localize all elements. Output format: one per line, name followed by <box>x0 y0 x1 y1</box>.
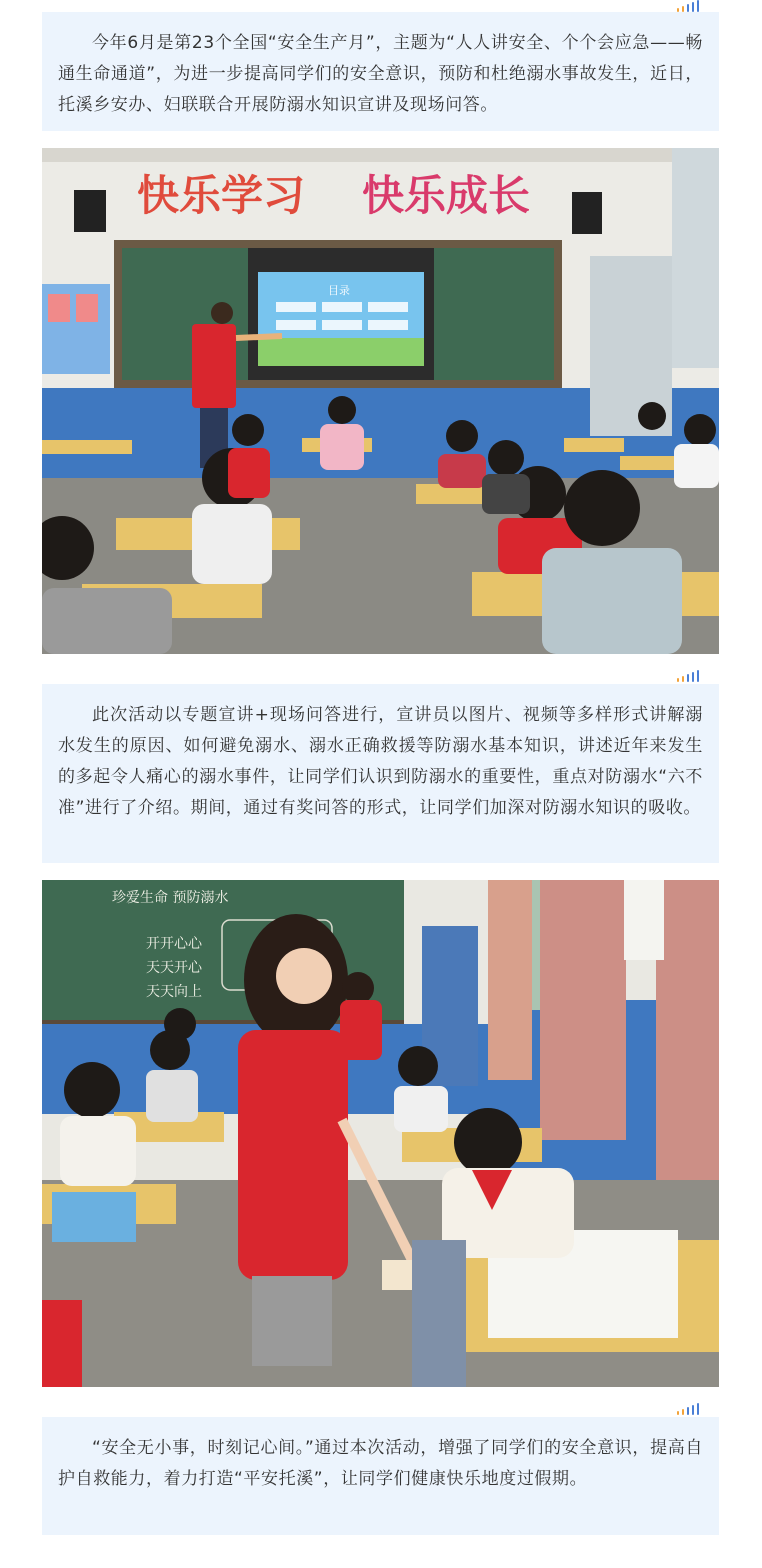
board-line-1-text: 开开心心 <box>146 936 202 952</box>
activity-paragraph: 此次活动以专题宣讲+现场问答进行，宣讲员以图片、视频等多样形式讲解溺水发生的原因、如何避免溺水、溺水正确救援等防溺水基本知识，讲述近年来发生的多起令人痛心的溺水事件，让同学们认识到防溺水的重要性，重点对防溺水“六不准”进行了介绍。期间，通过有奖问答的形式，让同学们加深对防溺水知识的吸收。 <box>58 705 703 818</box>
intro-paragraph-card <box>42 12 719 131</box>
board-line-2-text: 天天开心 <box>146 960 202 976</box>
screen-title-text: 目录 <box>328 284 350 297</box>
prize-quiz-photo <box>42 880 719 1387</box>
closing-paragraph-card <box>42 1417 719 1535</box>
closing-paragraph: “安全无小事，时刻记心间。”通过本次活动，增强了同学们的安全意识，提高自护自救能力，着力打造“平安托溪”，让同学们健康快乐地度过假期。 <box>58 1438 703 1489</box>
signal-bars-icon <box>677 670 707 682</box>
signal-bars-icon <box>677 0 707 12</box>
board-title-text: 珍爱生命 预防溺水 <box>112 890 229 906</box>
signal-bars-icon <box>677 1403 707 1415</box>
activity-paragraph-card <box>42 684 719 863</box>
board-line-3-text: 天天向上 <box>146 984 202 1000</box>
intro-paragraph: 今年6月是第23个全国“安全生产月”，主题为“人人讲安全、个个会应急——畅通生命通道”，为进一步提高同学们的安全意识，预防和杜绝溺水事故发生，近日，托溪乡安办、妇联联合开展防溺水知识宣讲及现场问答。 <box>58 33 703 115</box>
banner-left-text: 快乐学习 <box>137 171 306 220</box>
banner-right-text: 快乐成长 <box>362 171 531 220</box>
classroom-lecture-photo <box>42 148 719 654</box>
